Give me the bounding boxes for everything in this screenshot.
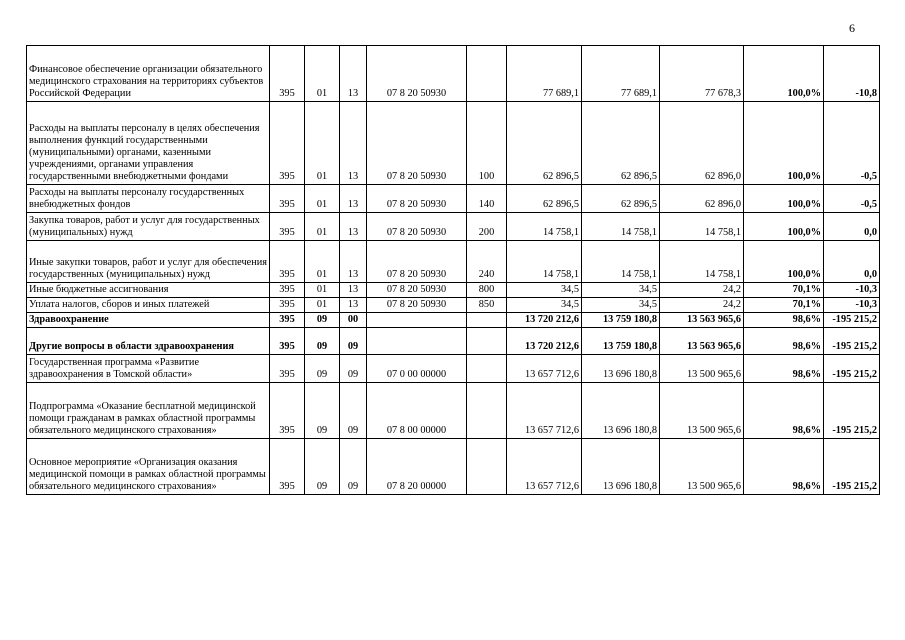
cell-plan-revised: 13 759 180,8 xyxy=(582,313,660,328)
cell-percent: 100,0% xyxy=(744,46,824,102)
cell-deviation: -195 215,2 xyxy=(824,383,880,439)
cell-name: Государственная программа «Развитие здравоохранения в Томской области» xyxy=(27,355,270,383)
cell-target-article: 07 8 20 50930 xyxy=(367,185,467,213)
cell-name: Подпрограмма «Оказание бесплатной медицинской помощи гражданам в рамках областной программы обязательного медицинского страхования» xyxy=(27,383,270,439)
cell-plan-initial: 13 720 212,6 xyxy=(507,313,582,328)
cell-deviation: -0,5 xyxy=(824,185,880,213)
cell-plan-initial: 62 896,5 xyxy=(507,185,582,213)
cell-actual: 62 896,0 xyxy=(660,185,744,213)
cell-deviation: -195 215,2 xyxy=(824,355,880,383)
cell-grbs: 395 xyxy=(270,241,305,283)
cell-grbs: 395 xyxy=(270,328,305,355)
cell-target-article: 07 8 00 00000 xyxy=(367,383,467,439)
cell-target-article: 07 8 20 50930 xyxy=(367,46,467,102)
cell-expense-type xyxy=(467,46,507,102)
cell-name: Основное мероприятие «Организация оказания медицинской помощи в рамках областной программы обязательного медицинского страхования» xyxy=(27,439,270,495)
cell-name: Финансовое обеспечение организации обязательного медицинского страхования на территориях субъектов Российской Федерации xyxy=(27,46,270,102)
cell-expense-type xyxy=(467,355,507,383)
table-row xyxy=(27,383,880,439)
cell-name: Уплата налогов, сборов и иных платежей xyxy=(27,298,270,313)
cell-deviation: -195 215,2 xyxy=(824,313,880,328)
cell-percent: 70,1% xyxy=(744,283,824,298)
cell-expense-type xyxy=(467,328,507,355)
cell-name: Другие вопросы в области здравоохранения xyxy=(27,328,270,355)
cell-percent: 98,6% xyxy=(744,439,824,495)
cell-deviation: -195 215,2 xyxy=(824,439,880,495)
cell-actual: 24,2 xyxy=(660,298,744,313)
cell-plan-revised: 77 689,1 xyxy=(582,46,660,102)
cell-section: 09 xyxy=(305,439,340,495)
cell-expense-type: 200 xyxy=(467,213,507,241)
cell-grbs: 395 xyxy=(270,298,305,313)
cell-plan-initial: 13 657 712,6 xyxy=(507,439,582,495)
cell-plan-revised: 13 759 180,8 xyxy=(582,328,660,355)
cell-deviation: 0,0 xyxy=(824,241,880,283)
budget-table xyxy=(26,45,880,495)
cell-plan-initial: 14 758,1 xyxy=(507,241,582,283)
cell-grbs: 395 xyxy=(270,102,305,185)
cell-target-article: 07 0 00 00000 xyxy=(367,355,467,383)
table-row xyxy=(27,439,880,495)
cell-name: Закупка товаров, работ и услуг для государственных (муниципальных) нужд xyxy=(27,213,270,241)
cell-subsection: 13 xyxy=(340,213,367,241)
table-row xyxy=(27,185,880,213)
cell-plan-initial: 62 896,5 xyxy=(507,102,582,185)
cell-expense-type xyxy=(467,383,507,439)
cell-grbs: 395 xyxy=(270,439,305,495)
cell-subsection: 13 xyxy=(340,185,367,213)
cell-actual: 14 758,1 xyxy=(660,213,744,241)
cell-section: 09 xyxy=(305,355,340,383)
cell-plan-initial: 13 720 212,6 xyxy=(507,328,582,355)
cell-subsection: 13 xyxy=(340,241,367,283)
cell-deviation: -195 215,2 xyxy=(824,328,880,355)
cell-target-article: 07 8 20 50930 xyxy=(367,298,467,313)
cell-expense-type: 100 xyxy=(467,102,507,185)
table-row xyxy=(27,213,880,241)
cell-expense-type: 800 xyxy=(467,283,507,298)
cell-percent: 98,6% xyxy=(744,383,824,439)
cell-grbs: 395 xyxy=(270,383,305,439)
cell-plan-initial: 77 689,1 xyxy=(507,46,582,102)
cell-actual: 24,2 xyxy=(660,283,744,298)
cell-subsection: 09 xyxy=(340,383,367,439)
table-row xyxy=(27,328,880,355)
cell-actual: 13 563 965,6 xyxy=(660,313,744,328)
cell-plan-revised: 14 758,1 xyxy=(582,213,660,241)
cell-name: Иные закупки товаров, работ и услуг для обеспечения государственных (муниципальных) нужд xyxy=(27,241,270,283)
cell-plan-initial: 13 657 712,6 xyxy=(507,355,582,383)
cell-plan-initial: 14 758,1 xyxy=(507,213,582,241)
cell-subsection: 09 xyxy=(340,439,367,495)
cell-grbs: 395 xyxy=(270,46,305,102)
cell-target-article: 07 8 20 00000 xyxy=(367,439,467,495)
cell-percent: 98,6% xyxy=(744,328,824,355)
cell-deviation: -0,5 xyxy=(824,102,880,185)
cell-section: 09 xyxy=(305,328,340,355)
cell-percent: 98,6% xyxy=(744,313,824,328)
cell-plan-initial: 34,5 xyxy=(507,298,582,313)
cell-actual: 13 500 965,6 xyxy=(660,439,744,495)
cell-actual: 13 500 965,6 xyxy=(660,383,744,439)
cell-section: 01 xyxy=(305,102,340,185)
cell-plan-revised: 14 758,1 xyxy=(582,241,660,283)
cell-expense-type xyxy=(467,439,507,495)
cell-name: Расходы на выплаты персоналу в целях обеспечения выполнения функций государственными (муниципальными) органами, казенными учреждениями, органами управления государственными внебюджетными фондами xyxy=(27,102,270,185)
cell-deviation: -10,3 xyxy=(824,283,880,298)
cell-plan-revised: 34,5 xyxy=(582,283,660,298)
cell-plan-revised: 62 896,5 xyxy=(582,185,660,213)
cell-section: 09 xyxy=(305,313,340,328)
table-row xyxy=(27,355,880,383)
cell-expense-type: 140 xyxy=(467,185,507,213)
cell-expense-type: 240 xyxy=(467,241,507,283)
budget-table-body xyxy=(27,46,880,495)
cell-section: 01 xyxy=(305,213,340,241)
cell-plan-revised: 34,5 xyxy=(582,298,660,313)
table-row xyxy=(27,313,880,328)
cell-grbs: 395 xyxy=(270,185,305,213)
cell-percent: 100,0% xyxy=(744,102,824,185)
cell-section: 01 xyxy=(305,185,340,213)
cell-target-article: 07 8 20 50930 xyxy=(367,213,467,241)
table-row xyxy=(27,46,880,102)
cell-subsection: 13 xyxy=(340,298,367,313)
cell-section: 01 xyxy=(305,46,340,102)
cell-expense-type: 850 xyxy=(467,298,507,313)
table-row xyxy=(27,283,880,298)
cell-actual: 77 678,3 xyxy=(660,46,744,102)
cell-percent: 70,1% xyxy=(744,298,824,313)
cell-subsection: 09 xyxy=(340,328,367,355)
cell-target-article xyxy=(367,313,467,328)
cell-target-article xyxy=(367,328,467,355)
cell-section: 01 xyxy=(305,283,340,298)
cell-section: 01 xyxy=(305,241,340,283)
cell-actual: 13 500 965,6 xyxy=(660,355,744,383)
cell-percent: 100,0% xyxy=(744,213,824,241)
cell-name: Расходы на выплаты персоналу государственных внебюджетных фондов xyxy=(27,185,270,213)
cell-plan-revised: 62 896,5 xyxy=(582,102,660,185)
cell-percent: 100,0% xyxy=(744,241,824,283)
cell-actual: 13 563 965,6 xyxy=(660,328,744,355)
cell-section: 09 xyxy=(305,383,340,439)
cell-plan-revised: 13 696 180,8 xyxy=(582,383,660,439)
cell-subsection: 13 xyxy=(340,46,367,102)
cell-subsection: 09 xyxy=(340,355,367,383)
cell-deviation: -10,3 xyxy=(824,298,880,313)
cell-grbs: 395 xyxy=(270,355,305,383)
cell-target-article: 07 8 20 50930 xyxy=(367,102,467,185)
cell-plan-initial: 34,5 xyxy=(507,283,582,298)
cell-section: 01 xyxy=(305,298,340,313)
cell-percent: 98,6% xyxy=(744,355,824,383)
cell-grbs: 395 xyxy=(270,313,305,328)
cell-expense-type xyxy=(467,313,507,328)
page-number: 6 xyxy=(849,21,855,35)
cell-name: Иные бюджетные ассигнования xyxy=(27,283,270,298)
cell-subsection: 00 xyxy=(340,313,367,328)
table-row xyxy=(27,102,880,185)
cell-percent: 100,0% xyxy=(744,185,824,213)
cell-plan-initial: 13 657 712,6 xyxy=(507,383,582,439)
cell-name: Здравоохранение xyxy=(27,313,270,328)
cell-deviation: -10,8 xyxy=(824,46,880,102)
cell-target-article: 07 8 20 50930 xyxy=(367,283,467,298)
cell-grbs: 395 xyxy=(270,283,305,298)
cell-actual: 62 896,0 xyxy=(660,102,744,185)
cell-subsection: 13 xyxy=(340,102,367,185)
table-row xyxy=(27,298,880,313)
cell-plan-revised: 13 696 180,8 xyxy=(582,439,660,495)
cell-grbs: 395 xyxy=(270,213,305,241)
cell-deviation: 0,0 xyxy=(824,213,880,241)
cell-plan-revised: 13 696 180,8 xyxy=(582,355,660,383)
cell-target-article: 07 8 20 50930 xyxy=(367,241,467,283)
table-row xyxy=(27,241,880,283)
cell-actual: 14 758,1 xyxy=(660,241,744,283)
cell-subsection: 13 xyxy=(340,283,367,298)
